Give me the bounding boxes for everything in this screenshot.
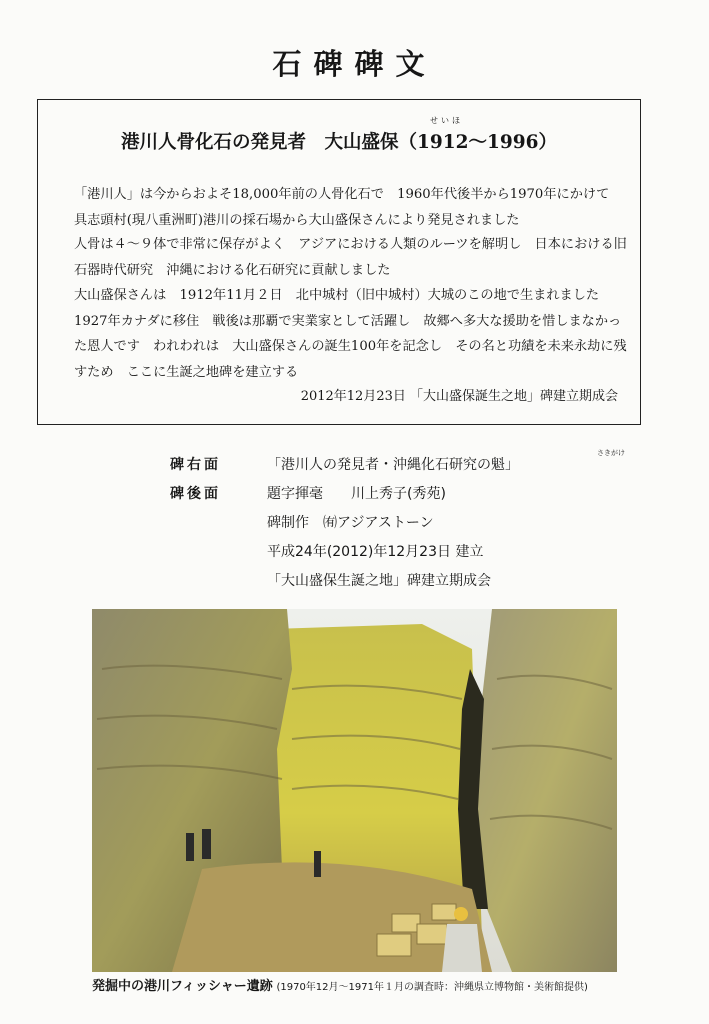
photo-caption-main: 発掘中の港川フィッシャー遺跡 [92,979,273,994]
paragraph-2: 人骨は４〜９体で非常に保存がよく アジアにおける人類のルーツを解明し 日本における旧石器時代研究 沖縄における化石研究に貢献しました [74,237,627,278]
right-face-label: 碑右面 [170,457,221,473]
inscription-signature: 2012年12月23日 「大山盛保誕生之地」碑建立期成会 [300,389,618,404]
right-face-ruby: さきがけ [597,449,625,457]
committee-name: 「大山盛保生誕之地」碑建立期成会 [267,573,491,589]
paragraph-3: 大山盛保さんは 1912年11月２日 北中城村（旧中城村）大城のこの地で生まれました 1927年カナダに移住 戦後は那覇で実業家として活躍し 故郷へ多大な援助を惜しまなかった恩人です われわれは 大山盛保さんの誕生100年を記念し その名と功績を未来永劫に残すため ここに生誕之地碑を建立する [74,288,627,380]
inscription-heading: 港川人骨化石の発見者 大山盛保（1912〜1996） [121,132,557,153]
page-title: 石碑碑文 [272,47,437,81]
heading-ruby: せいほ [430,116,463,125]
excavation-photo-illustration [92,609,617,972]
inscription-box [37,99,641,425]
photo-caption [92,975,632,994]
erection-date: 平成24年(2012)年12月23日 建立 [267,544,484,560]
right-face-text: 「港川人の発見者・沖縄化石研究の魁」 [267,457,519,473]
paragraph-1: 「港川人」は今からおよそ18,000年前の人骨化石で 1960年代後半から1970年にかけて 具志頭村(現八重洲町)港川の採石場から大山盛保さんにより発見されました [74,187,623,228]
calligraphy-credit: 題字揮毫 川上秀子(秀苑) [267,486,446,502]
photo-caption-sub: (1970年12月〜1971年１月の調査時：沖縄県立博物館・美術館提供) [276,982,588,993]
excavation-photo [92,609,617,972]
maker-credit: 碑制作 ㈲アジアストーン [267,515,434,531]
right-face-value [267,449,625,480]
back-face-label: 碑後面 [170,486,221,502]
